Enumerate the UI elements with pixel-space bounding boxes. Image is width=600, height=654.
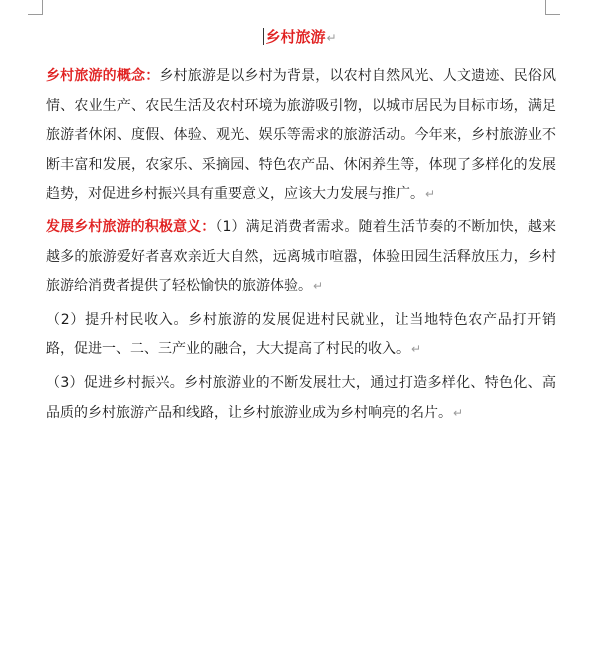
document-title[interactable]: 乡村旅游 [265, 28, 326, 46]
paragraph-mark-icon: ↵ [411, 342, 422, 357]
paragraph-concept[interactable] [46, 62, 556, 210]
significance-point-3: （3）促进乡村振兴。乡村旅游业的不断发展壮大，通过打造多样化、特色化、高品质的乡村旅游产品和线路，让乡村旅游业成为乡村响亮的名片。 [46, 374, 556, 421]
paragraph-mark-icon: ↵ [313, 279, 324, 294]
significance-heading: 发展乡村旅游的积极意义： [46, 218, 216, 235]
page-corner-mark-top-left [28, 0, 43, 15]
paragraph-significance[interactable] [46, 213, 556, 302]
concept-heading: 乡村旅游的概念： [46, 68, 160, 84]
document-body[interactable] [46, 62, 556, 431]
paragraph-mark-icon: ↵ [425, 187, 436, 202]
paragraph-point-2[interactable] [46, 306, 556, 365]
document-title-line[interactable] [0, 26, 600, 49]
paragraph-mark-icon: ↵ [453, 405, 464, 420]
significance-point-2: （2）提升村民收入。乡村旅游的发展促进村民就业，让当地特色农产品打开销路，促进一、二、三产业的融合，大大提高了村民的收入。 [46, 311, 556, 358]
paragraph-mark-icon: ↵ [326, 31, 337, 45]
concept-text: 乡村旅游是以乡村为背景，以农村自然风光、人文遗迹、民俗风情、农业生产、农民生活及农村环境为旅游吸引物，以城市居民为目标市场，满足旅游者休闲、度假、体验、观光、娱乐等需求的旅游活动。今年来，乡村旅游业不断丰富和发展，农家乐、采摘园、特色农产品、休闲养生等，体现了多样化的发展趋势，对促进乡村振兴具有重要意义，应该大力发展与推广。 [46, 68, 557, 203]
paragraph-point-3[interactable] [46, 369, 556, 428]
significance-point-1: （1）满足消费者需求。随着生活节奏的不断加快，越来越多的旅游爱好者喜欢亲近大自然，远离城市喧嚣，体验田园生活释放压力，乡村旅游给消费者提供了轻松愉快的旅游体验。 [46, 218, 557, 295]
page-corner-mark-top-right [545, 0, 560, 15]
